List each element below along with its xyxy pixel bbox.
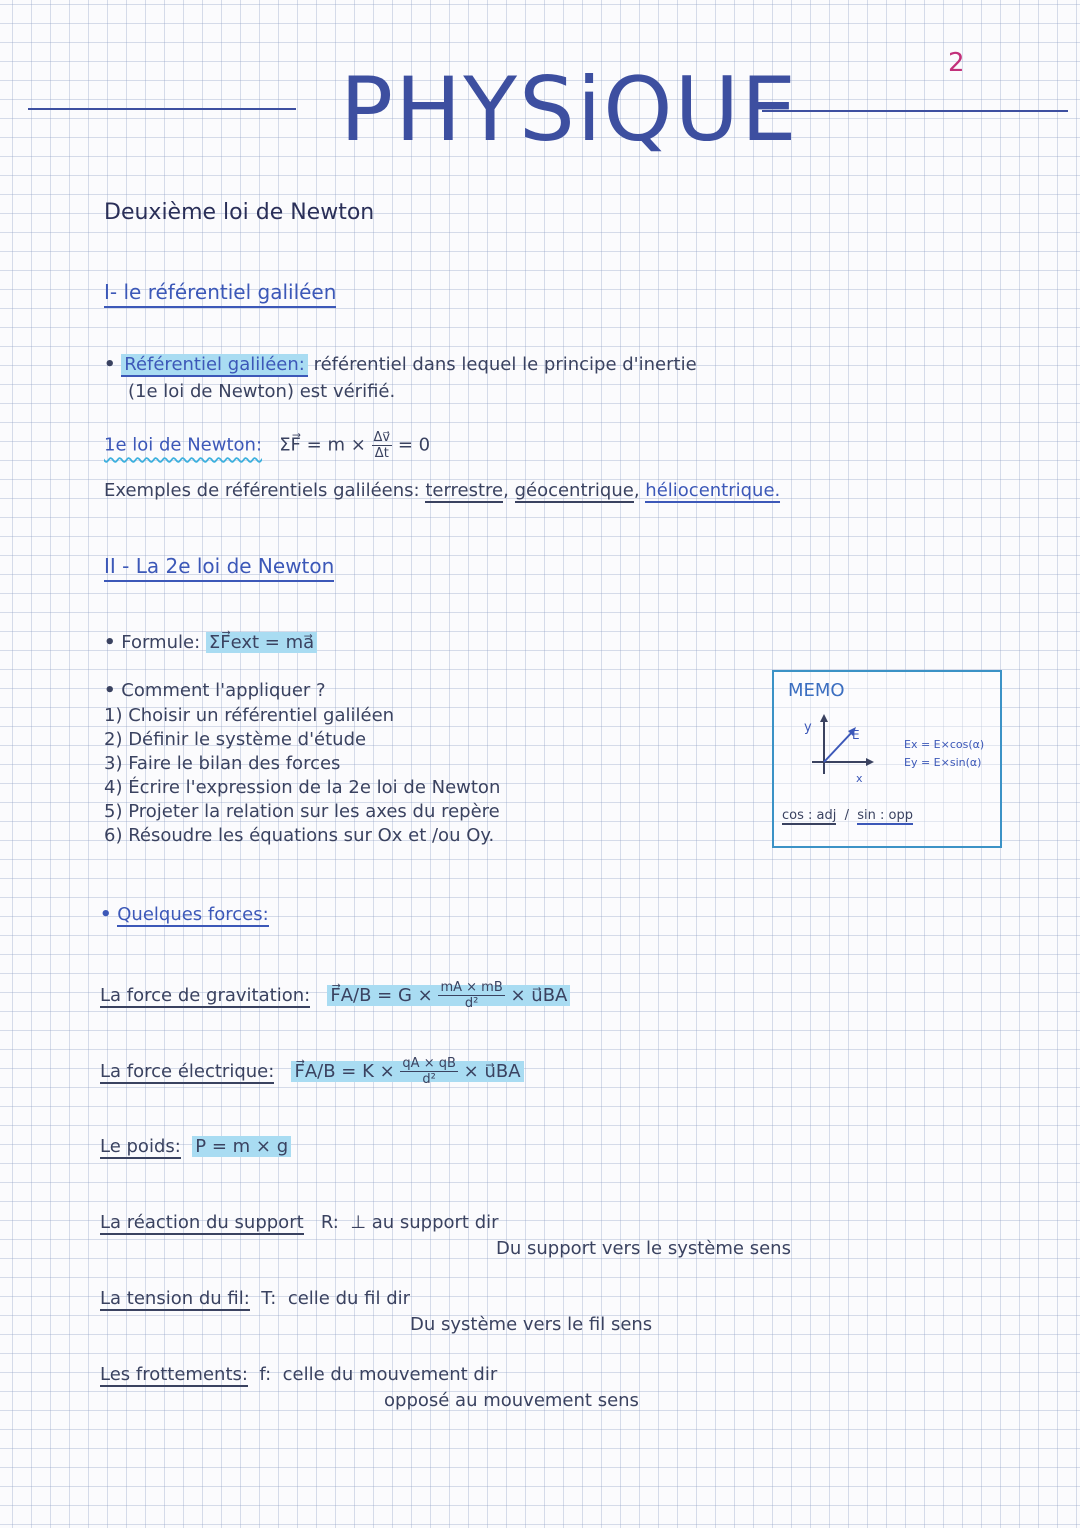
tension-line [100, 1288, 410, 1309]
bullet-dot: • [104, 354, 116, 375]
memo-title: MEMO [788, 680, 845, 701]
first-law-line [104, 430, 430, 461]
first-law-num: Δv⃗ [373, 430, 391, 445]
electric-num: qA × qB [402, 1056, 456, 1071]
bullet-dot: • [104, 632, 116, 653]
memo-cos: cos : adj [782, 808, 837, 823]
gravitation-end: × u⃗BA [510, 984, 568, 1006]
gravitation-fraction [438, 980, 504, 1011]
gravitation-den: d² [464, 996, 479, 1011]
examples-line: Exemples de référentiels galiléens: terrestre, géocentrique, héliocentrique. [104, 480, 781, 501]
header-rule-left [28, 108, 296, 110]
electric-fraction [400, 1056, 457, 1087]
reaction-label: La réaction du support [100, 1212, 304, 1233]
gravitation-label: La force de gravitation: [100, 984, 311, 1006]
electric-line [100, 1056, 524, 1087]
reaction-sens: Du support vers le système sens [496, 1238, 791, 1259]
memo-box [772, 670, 1002, 848]
reaction-line [100, 1212, 499, 1233]
first-law-fraction [372, 430, 393, 461]
definition-line1 [104, 354, 697, 375]
forces-title-line [100, 904, 269, 925]
step-1: 1) Choisir un référentiel galiléen [104, 705, 395, 726]
electric-label: La force électrique: [100, 1060, 275, 1082]
friction-symbol: f: [259, 1364, 272, 1385]
tension-dir: celle du fil dir [287, 1288, 411, 1309]
step-2: 2) Définir le système d'étude [104, 729, 367, 750]
example-geocentrique: géocentrique [514, 480, 634, 501]
header-rule-right [762, 110, 1068, 112]
example-terrestre: terrestre [425, 480, 504, 501]
weight-formula: P = m × g [192, 1136, 291, 1157]
tension-sens: Du système vers le fil sens [410, 1314, 653, 1335]
page-title: PHYSiQUE [340, 58, 799, 161]
memo-trig-line: cos : adj / sin : opp [782, 808, 914, 823]
step-5: 5) Projeter la relation sur les axes du repère [104, 801, 500, 822]
first-law-end: = 0 [397, 434, 431, 456]
electric-formula-box [291, 1056, 523, 1087]
page-number: 2 [948, 48, 965, 78]
friction-label: Les frottements: [100, 1364, 248, 1385]
electric-end: × u⃗BA [463, 1060, 521, 1082]
definition-line2: (1e loi de Newton) est vérifié. [128, 381, 396, 402]
first-law-formula: ΣF⃗ = m × [279, 434, 372, 456]
example-heliocentrique: héliocentrique. [645, 480, 781, 501]
step-4: 4) Écrire l'expression de la 2e loi de Newton [104, 777, 501, 798]
formula-label: Formule: [121, 632, 201, 653]
step-6: 6) Résoudre les équations sur Ox et /ou Oy. [104, 825, 495, 846]
formula-line [104, 632, 317, 653]
gravitation-line [100, 980, 570, 1011]
forces-title: Quelques forces: [117, 904, 269, 925]
memo-ey: Ey = E×sin(α) [904, 756, 982, 769]
definition-text: référentiel dans lequel le principe d'inertie [313, 354, 697, 375]
bullet-dot: • [104, 680, 116, 701]
main-heading: Deuxième loi de Newton [104, 200, 375, 225]
friction-dir: celle du mouvement dir [282, 1364, 498, 1385]
memo-vector-label: E [852, 728, 860, 742]
gravitation-formula-box [327, 980, 570, 1011]
memo-axis-y: y [804, 720, 812, 735]
gravitation-formula: F⃗A/B = G × [330, 984, 439, 1006]
bullet-dot: • [100, 904, 112, 925]
electric-formula: F⃗A/B = K × [294, 1060, 401, 1082]
section1-heading: I- le référentiel galiléen [104, 280, 336, 308]
friction-line [100, 1364, 497, 1385]
weight-label: Le poids: [100, 1136, 181, 1157]
weight-line [100, 1136, 291, 1157]
friction-sens: opposé au mouvement sens [384, 1390, 639, 1411]
memo-axis-x: x [856, 772, 863, 785]
first-law-label: 1e loi de Newton: [104, 434, 263, 456]
section2-heading: II - La 2e loi de Newton [104, 554, 334, 582]
reaction-dir: ⊥ au support dir [350, 1212, 499, 1233]
formula-value: ΣF⃗ext = ma⃗ [206, 632, 317, 653]
examples-label: Exemples de référentiels galiléens: [104, 480, 420, 501]
definition-term: Référentiel galiléen: [121, 354, 308, 377]
first-law-den: Δt [374, 446, 389, 461]
tension-symbol: T: [261, 1288, 277, 1309]
electric-den: d² [422, 1072, 436, 1087]
reaction-symbol: R: [320, 1212, 339, 1233]
step-3: 3) Faire le bilan des forces [104, 753, 341, 774]
tension-label: La tension du fil: [100, 1288, 250, 1309]
how-title-text: Comment l'appliquer ? [121, 680, 326, 701]
how-title [104, 680, 326, 701]
gravitation-num: mA × mB [440, 980, 503, 995]
memo-ex: Ex = E×cos(α) [904, 738, 985, 751]
memo-sin: sin : opp [857, 808, 914, 823]
